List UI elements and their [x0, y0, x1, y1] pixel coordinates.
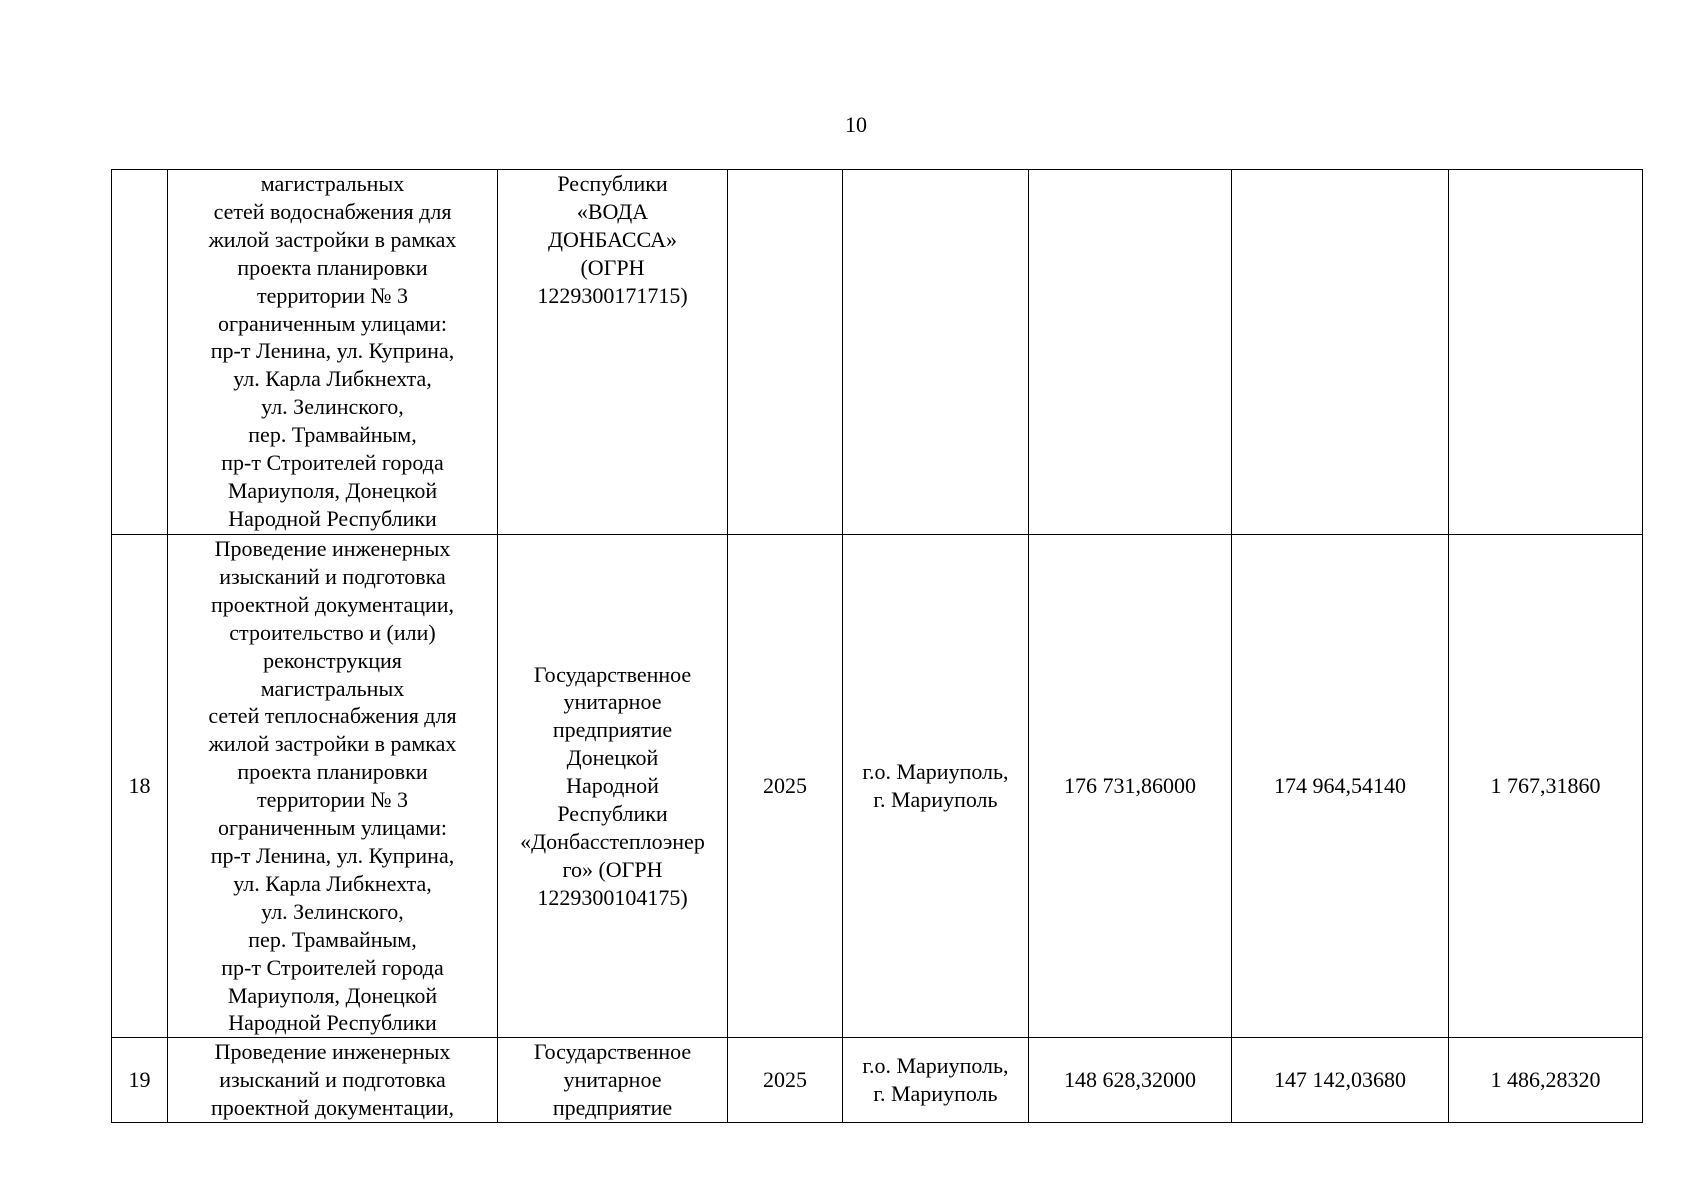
organization-cell: Государственное унитарное предприятие	[498, 1038, 728, 1123]
table-row	[112, 535, 1643, 1038]
table-row	[112, 1038, 1643, 1123]
regional-amount-cell: 1 767,31860	[1449, 535, 1643, 1038]
row-number-cell	[112, 170, 168, 535]
row-number-cell: 18	[112, 535, 168, 1038]
year-cell	[728, 170, 843, 535]
location-cell: г.о. Мариуполь, г. Мариуполь	[843, 1038, 1029, 1123]
organization-cell: Государственное унитарное предприятие Донецкой Народной Республики «Донбасстеплоэнер го» (ОГРН 1229300104175)	[498, 535, 728, 1038]
location-cell	[843, 170, 1029, 535]
project-name-cell: Проведение инженерных изысканий и подготовка проектной документации, строительство и (или) реконструкция магистральных сетей теплоснабжения для жилой застройки в рамках проекта планировки территории № 3 ограниченным улицами: пр-т Ленина, ул. Куприна, ул. Карла Либкнехта, ул. Зелинского, пер. Трамвайным, пр-т Строителей города Мариуполя, Донецкой Народной Республики	[168, 535, 498, 1038]
federal-amount-cell	[1232, 170, 1449, 535]
total-amount-cell: 176 731,86000	[1029, 535, 1232, 1038]
federal-amount-cell: 147 142,03680	[1232, 1038, 1449, 1123]
organization-cell: Республики «ВОДА ДОНБАССА» (ОГРН 1229300171715)	[498, 170, 728, 535]
project-name-cell: Проведение инженерных изысканий и подготовка проектной документации,	[168, 1038, 498, 1123]
regional-amount-cell	[1449, 170, 1643, 535]
total-amount-cell	[1029, 170, 1232, 535]
row-number-cell: 19	[112, 1038, 168, 1123]
table-row	[112, 170, 1643, 535]
location-cell: г.о. Мариуполь, г. Мариуполь	[843, 535, 1029, 1038]
federal-amount-cell: 174 964,54140	[1232, 535, 1449, 1038]
projects-table	[111, 169, 1643, 1123]
project-name-cell: магистральных сетей водоснабжения для жилой застройки в рамках проекта планировки территории № 3 ограниченным улицами: пр-т Ленина, ул. Куприна, ул. Карла Либкнехта, ул. Зелинского, пер. Трамвайным, пр-т Строителей города Мариуполя, Донецкой Народной Республики	[168, 170, 498, 535]
year-cell: 2025	[728, 535, 843, 1038]
regional-amount-cell: 1 486,28320	[1449, 1038, 1643, 1123]
year-cell: 2025	[728, 1038, 843, 1123]
page-number: 10	[845, 112, 867, 137]
total-amount-cell: 148 628,32000	[1029, 1038, 1232, 1123]
